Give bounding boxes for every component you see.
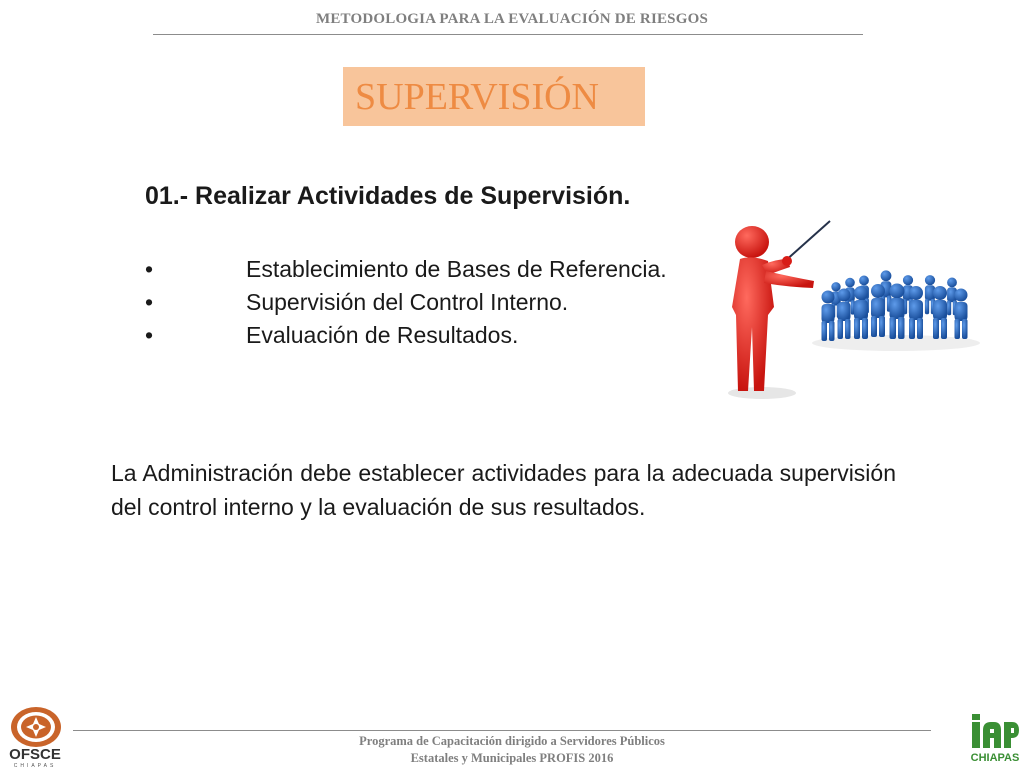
iap-logo-name: CHIAPAS xyxy=(970,752,1020,764)
bullet-text: Supervisión del Control Interno. xyxy=(246,289,569,315)
iap-chiapas-logo xyxy=(968,712,1022,766)
ofsce-logo xyxy=(3,705,67,767)
ofsce-emblem-icon xyxy=(10,705,62,749)
footer-divider xyxy=(73,730,931,731)
presenter-audience-illustration xyxy=(718,215,980,405)
bullet-text: Evaluación de Resultados. xyxy=(246,322,519,348)
ofsce-logo-subtitle: CHIAPAS xyxy=(13,763,57,769)
section-heading: 01.- Realizar Actividades de Supervisión. xyxy=(145,182,631,210)
bullet-marker: • xyxy=(145,256,154,282)
footer-line-1: Programa de Capacitación dirigido a Servidores Públicos xyxy=(359,734,665,748)
bullet-marker: • xyxy=(145,322,154,348)
bullet-text: Establecimiento de Bases de Referencia. xyxy=(246,256,667,282)
footer-line-2: Estatales y Municipales PROFIS 2016 xyxy=(410,751,614,765)
footer-text xyxy=(0,733,1024,767)
slide-title-box xyxy=(343,67,645,126)
ofsce-logo-name: OFSCE xyxy=(9,746,61,763)
bullet-marker: • xyxy=(145,289,154,315)
iap-mark-icon xyxy=(970,712,1020,750)
header-divider xyxy=(153,34,863,35)
header-title: METODOLOGIA PARA LA EVALUACIÓN DE RIESGOS xyxy=(315,11,709,27)
slide-title: SUPERVISIÓN xyxy=(355,76,599,118)
body-paragraph: La Administración debe establecer actividades para la adecuada supervisión del control interno y la evaluación de sus resultados. xyxy=(111,460,896,520)
